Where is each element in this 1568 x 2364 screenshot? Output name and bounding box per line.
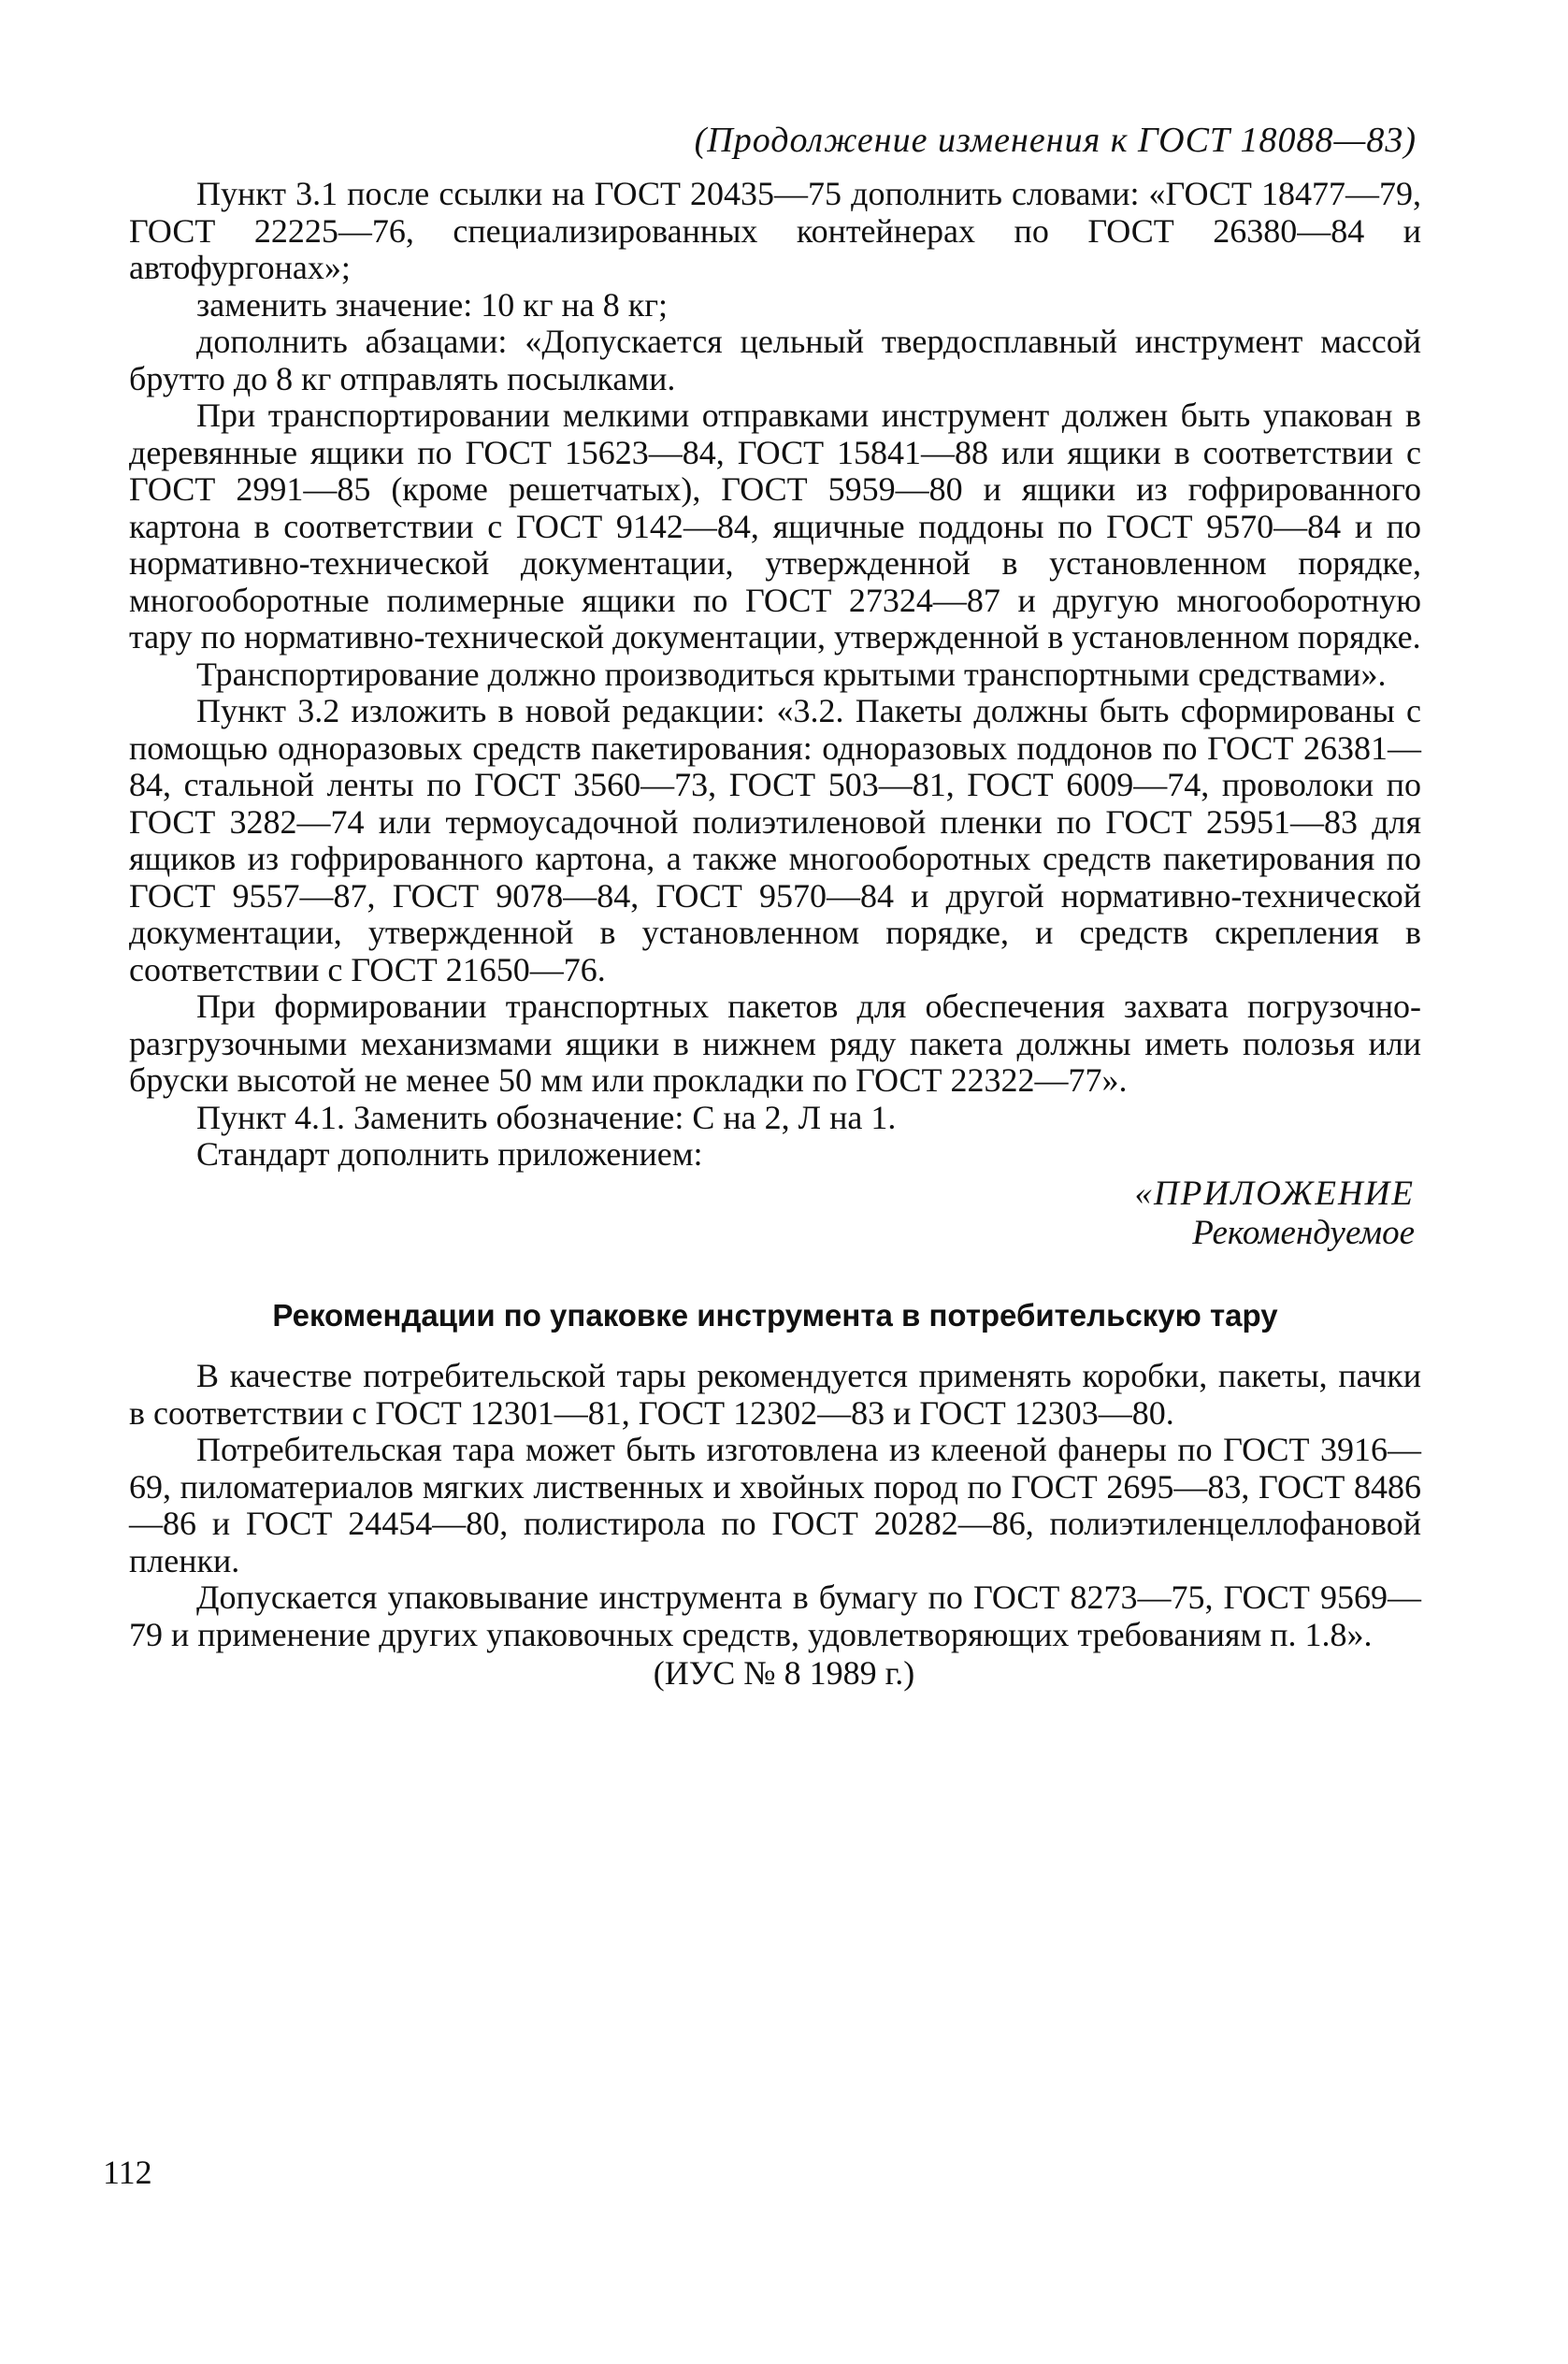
amendment-body	[129, 176, 1421, 1174]
paragraph: В качестве потребительской тары рекомендуется применять коробки, пакеты, пачки в соответствии с ГОСТ 12301—81, ГОСТ 12302—83 и ГОСТ 12303—80.	[129, 1357, 1421, 1432]
paragraph: Транспортирование должно производиться крытыми транспортными средствами».	[196, 655, 1387, 693]
paragraph: Стандарт дополнить приложением:	[196, 1135, 703, 1173]
appendix-label: «ПРИЛОЖЕНИЕ	[1134, 1175, 1415, 1213]
appendix-status: Рекомендуемое	[1192, 1214, 1415, 1252]
paragraph: заменить значение: 10 кг на 8 кг;	[196, 285, 669, 324]
page-number: 112	[103, 2154, 152, 2191]
source-reference: (ИУС № 8 1989 г.)	[653, 1654, 915, 1692]
appendix-body	[129, 1358, 1421, 1653]
paragraph: При формировании транспортных пакетов для обеспечения захвата погрузочно-разгрузочными механизмами ящики в нижнем ряду пакета должны иметь полозья или бруски высотой не менее 50 мм или прокладки по ГОСТ 22322—77».	[129, 987, 1421, 1099]
paragraph: дополнить абзацами: «Допускается цельный твердосплавный инструмент массой брутто до 8 кг отправлять посылками.	[129, 323, 1421, 397]
appendix-heading	[1135, 1175, 1415, 1253]
paragraph: Потребительская тара может быть изготовлена из клееной фанеры по ГОСТ 3916—69, пиломатериалов мягких лиственных и хвойных пород по ГОСТ 2695—83, ГОСТ 8486—86 и ГОСТ 24454—80, полистирола по ГОСТ 20282—86, полиэтиленцеллофановой пленки.	[129, 1431, 1421, 1579]
continuation-header: (Продолжение изменения к ГОСТ 18088—83)	[694, 121, 1417, 160]
paragraph: При транспортировании мелкими отправками инструмент должен быть упакован в деревянные ящики по ГОСТ 15623—84, ГОСТ 15841—88 или ящики в соответствии с ГОСТ 2991—85 (кроме решетчатых), ГОСТ 5959—80 и ящики из гофрированного картона в соответствии с ГОСТ 9142—84, ящичные поддоны по ГОСТ 9570—84 и по нормативно-технической документации, утвержденной в установленном порядке, многооборотные полимерные ящики по ГОСТ 27324—87 и другую многооборотную тару по нормативно-технической документации, утвержденной в установленном порядке.	[129, 396, 1421, 656]
appendix-title: Рекомендации по упаковке инструмента в потребительскую тару	[272, 1298, 1278, 1333]
paragraph: Пункт 3.2 изложить в новой редакции: «3.2. Пакеты должны быть сформированы с помощью одноразовых средств пакетирования: одноразовых поддонов по ГОСТ 26381—84, стальной ленты по ГОСТ 3560—73, ГОСТ 503—81, ГОСТ 6009—74, проволоки по ГОСТ 3282—74 или термоусадочной полиэтиленовой пленки по ГОСТ 25951—83 для ящиков из гофрированного картона, а также многооборотных средств пакетирования по ГОСТ 9557—87, ГОСТ 9078—84, ГОСТ 9570—84 и другой нормативно-технической документации, утвержденной в установленном порядке, и средств скрепления в соответствии с ГОСТ 21650—76.	[129, 692, 1421, 988]
paragraph: Пункт 3.1 после ссылки на ГОСТ 20435—75 дополнить словами: «ГОСТ 18477—79, ГОСТ 22225—76, специализированных контейнерах по ГОСТ 26380—84 и автофургонах»;	[129, 175, 1421, 286]
paragraph: Пункт 4.1. Заменить обозначение: С на 2, Л на 1.	[196, 1098, 897, 1136]
paragraph: Допускается упаковывание инструмента в бумагу по ГОСТ 8273—75, ГОСТ 9569—79 и применение других упаковочных средств, удовлетворяющих требованиям п. 1.8».	[129, 1578, 1421, 1653]
